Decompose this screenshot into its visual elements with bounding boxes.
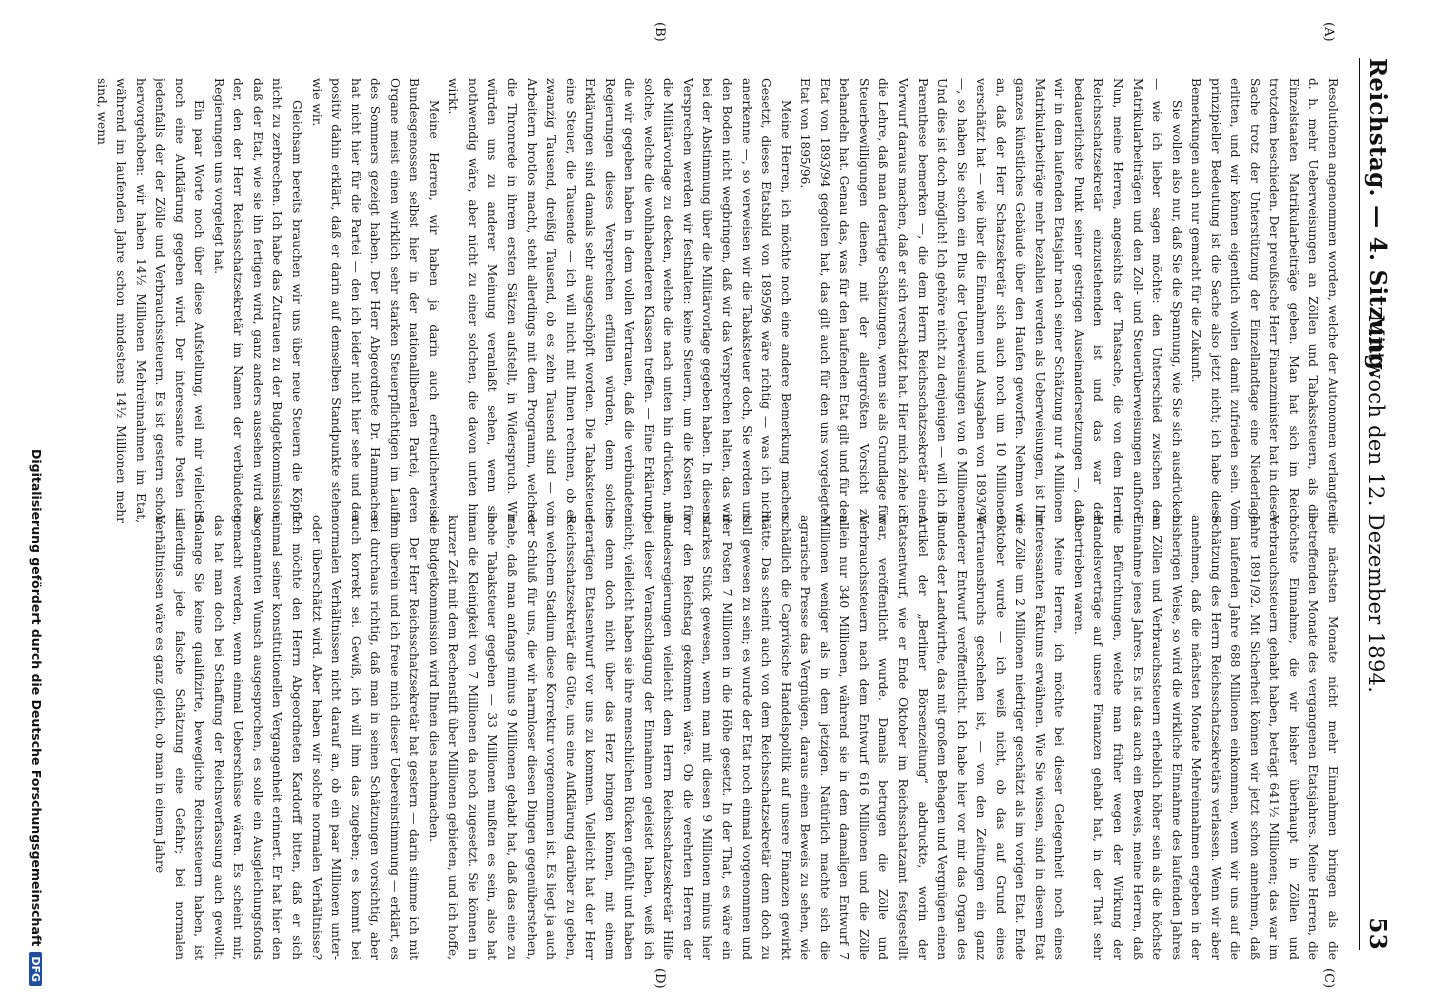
paragraph: Meine Herren, ich möchte bei dieser Gelegenheit noch eines interessanten Faktums erwähnen. Wie Sie wissen, sind in diesem Etat die Zölle um 2 Millionen niedriger geschätzt als im vorigen Etat. Ende Oktober wurde — ich weiß nicht, ob das auf Grund eines Vertrauensbruchs geschehen ist, — von den Zeitungen ein ganz anderer Entwurf veröffentlicht. Ich habe hier vor mir das Organ des Bundes der Landwirthe, das mit großem Behagen und Vergnügen einen Artikel der „Berliner Börsenzeitung“ abdruckte, worin der Etatsentwurf, wie er Ende Oktober im Reichsschatzamt festgestellt war, veröffentlicht wurde. Damals betrugen die Zölle und Verbrauchssteuern nach dem Entwurf 616 Millionen und die Zölle allein nur 340 Millionen, während sie in dem damaligen Entwurf 7 Millionen weniger als in dem jetzigen. Natürlich machte sich die agrarische Presse das Vergnügen, daraus einen Beweis zu sehen, wie schädlich die Caprivische Handelspolitik auf unsere Finanzen gewirkt hätte. Das scheint auch von dem Reichsschatzsekretär denn doch zu toll gewesen zu sein; es wurde der Etat noch einmal vorgenommen und der Posten 7 Millionen in die Höhe gesetzt. In der That, es wäre ein starkes Stück gewesen, wenn man mit diesen 9 Millionen minus hier vor den Reichstag gekommen wäre. Ob die verehrten Herren der Bundesregierungen vielleicht dem Herrn Reichsschatzsekretär Hilfe bei dieser Veranschlagung der Einnahmen geleistet haben, weiß ich nicht; vielleicht haben sie ihre menschlichen Rücken gefühlt und haben es denn doch nicht über das Herz bringen können, mit einem derartigen Etatsentwurf vor uns zu kommen. Vielleicht hat der Herr Reichsschatzsekretär die Güte, uns eine Aufklärung darüber zu geben, in welchem Stadium diese Korrektur vorgenommen ist. Es liegt ja auch der Schluß für uns, die wir harmloser diesen Dingen gegenüberstehen, nahe, daß man anfangs minus 9 Millionen gehabt hat, daß das eine zu hohe Tabaksteuer gegeben — 33 Millionen mußten es sein, also hat man die Kleinigkeit von 7 Millionen da noch zugesetzt. Sie können in kurzer Zeit mit dem Rechenstift über Millionen gebieten, und ich hoffe, die Budgetkommission wird Ihnen dies nachmachen. [426, 515, 1067, 960]
margin-mark-a: (A) [1321, 22, 1336, 42]
page-number: 53 [1364, 917, 1391, 950]
credit-text: Digitalisierung gefördert durch die Deutsche Forschungsgemeinschaft [29, 448, 44, 947]
left-text-column [22, 78, 1342, 523]
paragraph: Ein paar Worte noch über diese Aufstellung, weil mir vielleicht noch eine Aufklärung gegeben wird. Der interessante Posten ist jedenfalls der der Zölle und Verbrauchssteuern. Es ist gestern schon hervorgehoben: wir haben 14½ Millionen Mehreinnahmen im Etat, während im laufenden Jahre schon mindestens 14½ Millionen mehr sind, wenn [94, 78, 207, 523]
header-session: Reichstag. — 4. Sitzung. [1364, 58, 1391, 379]
paragraph: Der Herr Reichsschatzsekretär hat gestern — darin stimme ich mit ihm überein und ich freue mich dieser Uebereinstimmung — erklärt, es sei durchaus richtig, daß man in seinen Schätzungen vorsichtig, aber auch korrekt sei. Gewiß, ich will ihm das zugeben; es kommt bei normalen Verhältnissen nicht darauf an, ob ein paar Millionen unter- oder überschätzt wird. Aber haben wir solche normalen Verhältnisse? Ich möchte den Herrn Abgeordneten Kardorff bitten, daß er sich einmal seiner konstitutionellen Vergangenheit erinnert. Er hat hier den sogenannten Wunsch ausgesprochen, es solle ein Ausgleichungsfonds gemacht werden, wenn einmal Ueberschüsse wären. Es scheint mir, das hat man doch bei Schaffung der Reichsverfassung auch gewollt. Solange Sie keine qualifizirte, bewegliche Reichssteuern haben, ist allerdings jede falsche Schätzung eine Gefahr; bei normalen Verhältnissen wäre es ganz gleich, ob man in einem Jahre [153, 515, 422, 960]
page-header [1359, 58, 1394, 950]
paragraph: Sie wollen also nur, daß Sie die Spannung, wie Sie sich ausdrücken — wie ich lieber sagen möchte: den Unterschied zwischen den Matrikularbeiträgen und den Zoll- und Steuerüberweisungen aufhöre. Nun, meine Herren, angesichts der Thatsache, die von dem Herrn Reichsschatzsekretär einzustehenden ist und das war der bedauerlichste Punkt seiner gestrigen Auseinandersetzungen —, daß wir in dem laufenden Etatsjahr nach seiner Schätzung nur 4 Millionen Matrikularbeiträge mehr bezahlen werden als Ueberweisungen, ist Ihr ganzes künstliches Gebäude über den Haufen geworfen. Nehmen wir an, daß der Herr Schatzsekretär sich auch noch um 10 Millionen verschätzt hat — wie über die Einnahmen und Ausgaben von 1893/94 —, so haben Sie schon ein Plus der Ueberweisungen von 6 Millionen. Und dies ist doch möglich! Ich gehöre nicht zu denjenigen — will ich in Parenthese bemerken —, die dem Herrn Reichsschatzsekretär einen Vorwurf daraus machen, daß er sich verschätzt hat. Hier mich ziehe ich die Lehre, daß man derartige Schätzungen, wenn sie als Grundlage für Steuerbewilligungen dienen, mit der allergrößten Vorsicht zu behandeln hat. Genau das, was für den laufenden Etat gilt und für den Etat von 1893/94 gegolten hat, das gilt auch für den uns vorgelegten Etat von 1895/96. [798, 78, 1184, 523]
paragraph: Gleichsam bereits brauchen wir uns über neue Steuern die Köpfe nicht zu zerbrechen. Ich habe das Zutrauen zu der Budgetkommission, daß der Etat, wie sie ihn fertigen wird, ganz anders aussehen wird als der, den der Herr Reichsschatzsekretär im Namen der verbündeten Regierungen uns vorgelegt hat. [211, 78, 305, 523]
dfg-logo: DFG [29, 952, 42, 986]
margin-mark-d: (D) [652, 968, 667, 989]
margin-mark-c: (C) [1321, 968, 1336, 989]
paragraph: Resolutionen angenommen worden, welche der Autonomen verlangten, d. h. mehr Ueberweisungen an Zöllen und Tabakssteuern, als die Einzelstaaten Matrikularbeiträge geben. Man hat sich im Reich trotzdem beschieden. Der preußische Herr Finanzminister hat in dieser Sache trotz der Unterstützung der Einzellandtage eine Niederlage erlitten, und wir können eigentlich wollen damit zufrieden sein. Von prinzipieller Bedeutung ist die Sache also jetzt nicht; ich habe diese Bemerkungen auch nur gemacht für die Zukunft. [1189, 78, 1340, 523]
header-date: Mittwoch den 12. Dezember 1894. [1364, 314, 1388, 694]
paragraph: die nächsten Monate nicht mehr Einnahmen bringen als die betreffenden Monate des vergangenen Etatsjahres. Meine Herren, die höchste Einnahme, die wir bisher überhaupt in Zöllen und Verbrauchssteuern gehabt haben, beträgt 641½ Millionen; das war im Jahre 1891/92. Mit Sicherheit können wir jetzt schon annehmen, daß im laufenden Jahre 688 Millionen einkommen, wenn wir uns auf die Schätzung des Herrn Reichsschatzsekretärs verlassen. Wenn wir aber annehmen, daß die nächsten Monate Mehreinnahmen ergeben in der bisherigen Weise, so wird die wirkliche Einnahme des laufenden Jahres an Zöllen und Verbrauchssteuern erheblich höher sein als die höchste Einnahme jenes Jahres. Es ist das auch ein Beweis, meine Herren, daß die Befürchtungen, welche man früher wegen der Wirkung der Handelsverträge auf unsere Finanzen gehabt hat, in der That sehr übertrieben waren. [1071, 515, 1340, 960]
paragraph: Meine Herren, ich möchte noch eine andere Bemerkung machen. Gesetzt, dieses Etatsbild von 1895/96 wäre richtig — was ich nicht anerkenne —, so verweisen wir die Tabaksteuer doch, Sie werden uns den Boden nicht wegbringen, daß wir das Versprechen halten, das wir bei der Abstimmung über die Militärvorlage gegeben haben. In diesem Versprechen werden wir festhalten: keine Steuern, um die Kosten für die Militärvorlage zu decken, welche die nach unten hin drücken, nur solche, welche die wohlhabenderen Klassen treffen. — Eine Erklärung, die wir gegeben haben in dem vollen Vertrauen, daß die verbündeten Regierungen dieses Versprechen erfüllen würden, denn solche Erklärungen sind damals sehr ausgeschöpft worden. Die Tabaksteuer, eine Steuer, die Tausende — ich will nicht mit Ihnen rechnen, ob es zwanzig Tausend, dreißig Tausend, ob es zehn Tausend sind — von Arbeitern brotlos macht, steht allerdings mit dem Programm, welches die Thronrede in ihrem ersten Sätzen aufstellt, in Widerspruch. Wir würden uns zu anderer Meinung veranlaßt sehen, wenn sie nothwendig wäre, aber nicht zu einer solchen, die davon unten hin wirkt. [446, 78, 793, 523]
digitization-credit [29, 26, 44, 986]
margin-mark-b: (B) [652, 22, 667, 42]
right-text-column [22, 515, 1342, 960]
paragraph: Meine Herren, wir haben ja darin auch erfreulicherweise Bundesgenossen selbst hier in der nationalliberalen Partei, deren Organe meist einen wirklich sehr starken Steuerpflichtigen im Laufe des Sommers gezeigt haben. Der Herr Abgeordnete Dr. Hammacher hat nicht hier für die Partei — den ich leider nicht hier sehe und der positiv dahin erklärt, daß er darin auf demselben Standpunkte stehen wie wir. [309, 78, 441, 523]
